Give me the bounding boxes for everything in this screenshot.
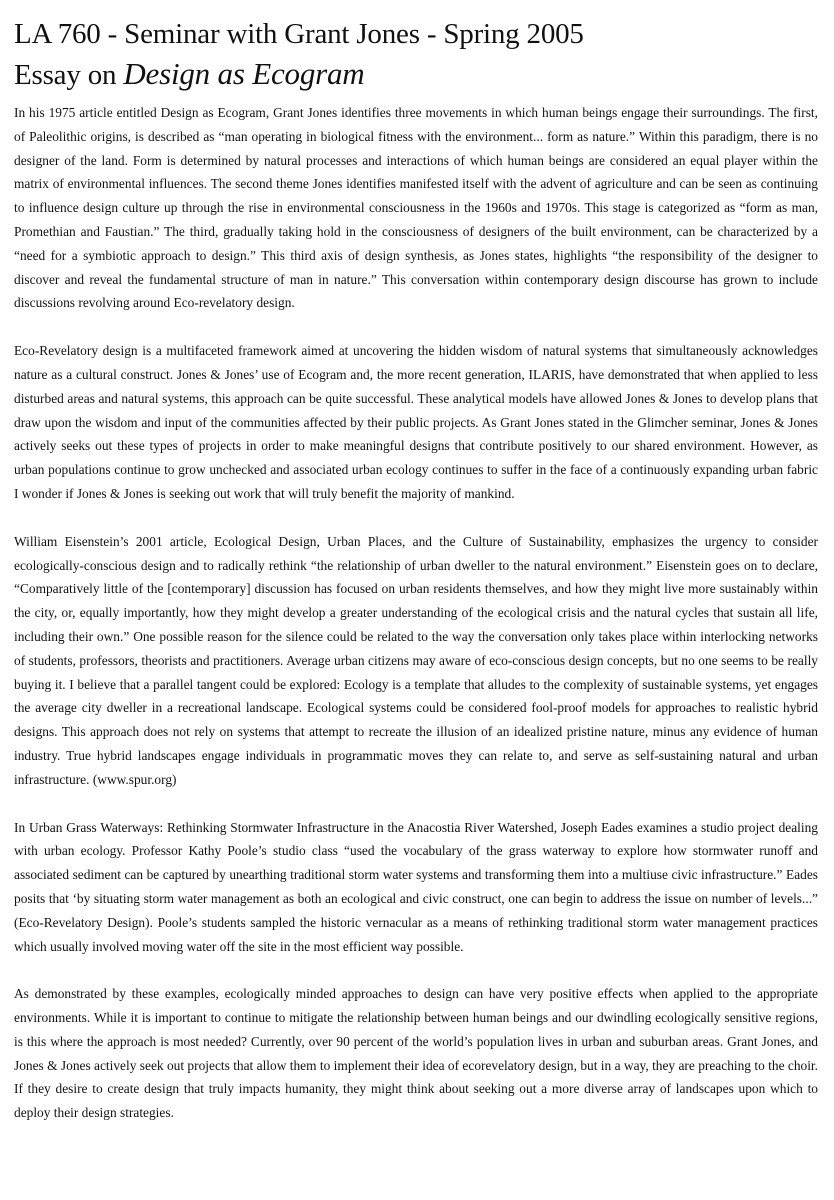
essay-body bbox=[14, 101, 818, 1125]
paragraph-4: In Urban Grass Waterways: Rethinking Stormwater Infrastructure in the Anacostia River Watershed, Joseph Eades examines a studio project dealing with urban ecology. Professor Kathy Poole’s studio class “used the vocabulary of the grass waterway to explore how stormwater runoff and associated sediment can be captured by unearthing traditional storm water systems and transforming them into a multiuse civic infrastructure.” Eades posits that ‘by situating storm water management as both an ecological and civic construct, one can begin to address the issue on number of levels...” (Eco-Revelatory Design). Poole’s students sampled the historic vernacular as a means of rethinking traditional storm water management practices which usually involved moving water off the site in the most efficient way possible. bbox=[14, 819, 818, 954]
paragraph-5: As demonstrated by these examples, ecologically minded approaches to design can have very positive effects when applied to the appropriate environments. While it is important to continue to mitigate the relationship between human beings and our dwindling ecologically sensitive regions, is this where the approach is most needed? Currently, over 90 percent of the world’s population lives in urban and suburban areas. Grant Jones, and Jones & Jones actively seek out projects that allow them to implement their idea of ecorevelatory design, but in a way, they are preaching to the choir. If they desire to create design that truly impacts humanity, they might think about seeking out a more diverse array of landscapes upon which to deploy their design strategies. bbox=[14, 986, 818, 1121]
subtitle-prefix: Essay on bbox=[14, 59, 124, 91]
document-title: LA 760 - Seminar with Grant Jones - Spring 2005 bbox=[14, 18, 584, 50]
paragraph-3: William Eisenstein’s 2001 article, Ecological Design, Urban Places, and the Culture of Sustainability, emphasizes the urgency to consider ecologically-conscious design and to radically rethink “the relationship of urban dweller to the natural environment.” Eisenstein goes on to declare, “Comparatively little of the [contemporary] discussion has focused on urban residents themselves, and how they might live more sustainably within the city, or, equally importantly, how they might develop a greater understanding of the ecological crisis and the natural cycles that sustain all life, including their own.” One possible reason for the silence could be related to the way the conversation only takes place within interlocking networks of students, professors, theorists and practitioners. Average urban citizens may aware of eco-conscious design concepts, but no one seems to be really buying it. I believe that a parallel tangent could be explored: Ecology is a template that alludes to the complexity of sustainable systems, yet engages the average city dweller in a recreational landscape. Ecological systems could be considered fool-proof models for approaches to realistic hybrid designs. This approach does not rely on systems that attempt to recreate the illusion of an idealized pristine nature, minus any evidence of human industry. True hybrid landscapes engage individuals in programmatic moves they can relate to, and serve as self-sustaining natural and urban infrastructure. (www.spur.org) bbox=[14, 533, 818, 787]
subtitle-emphasis: Design as Ecogram bbox=[123, 56, 365, 91]
paragraph-1: In his 1975 article entitled Design as Ecogram, Grant Jones identifies three movements in which human beings engage their surroundings. The first, of Paleolithic origins, is described as “man operating in biological fitness with the environment... form as nature.” Within this paradigm, there is no designer of the land. Form is determined by natural processes and interactions of which human beings are considered an equal player within the matrix of environmental influences. The second theme Jones identifies manifested itself with the advent of agriculture and can be seen as continuing to influence design culture up through the rise in environmental consciousness in the 1960s and 1970s. This stage is categorized as “form as man, Promethian and Faustian.” The third, gradually taking hold in the consciousness of designers of the built environment, can be characterized by a “need for a symbiotic approach to design.” This third axis of design synthesis, as Jones states, highlights “the responsibility of the designer to discover and reveal the fundamental structure of man in nature.” This conversation within contemporary design discourse has grown to include discussions revolving around Eco-revelatory design. bbox=[14, 105, 818, 311]
paragraph-2: Eco-Revelatory design is a multifaceted framework aimed at uncovering the hidden wisdom of natural systems that simultaneously acknowledges nature as a cultural construct. Jones & Jones’ use of Ecogram and, the more recent generation, ILARIS, have demonstrated that when applied to less disturbed areas and natural systems, this approach can be quite successful. These analytical models have allowed Jones & Jones to develop plans that draw upon the wisdom and input of the communities affected by their public projects. As Grant Jones stated in the Glimcher seminar, Jones & Jones actively seeks out these types of projects in order to make meaningful designs that contribute positively to our shared environment. However, as urban populations continue to grow unchecked and associated urban ecology continues to suffer in the face of a continuously expanding urban fabric I wonder if Jones & Jones is seeking out work that will truly benefit the majority of mankind. bbox=[14, 343, 818, 501]
essay-subtitle bbox=[14, 54, 818, 95]
